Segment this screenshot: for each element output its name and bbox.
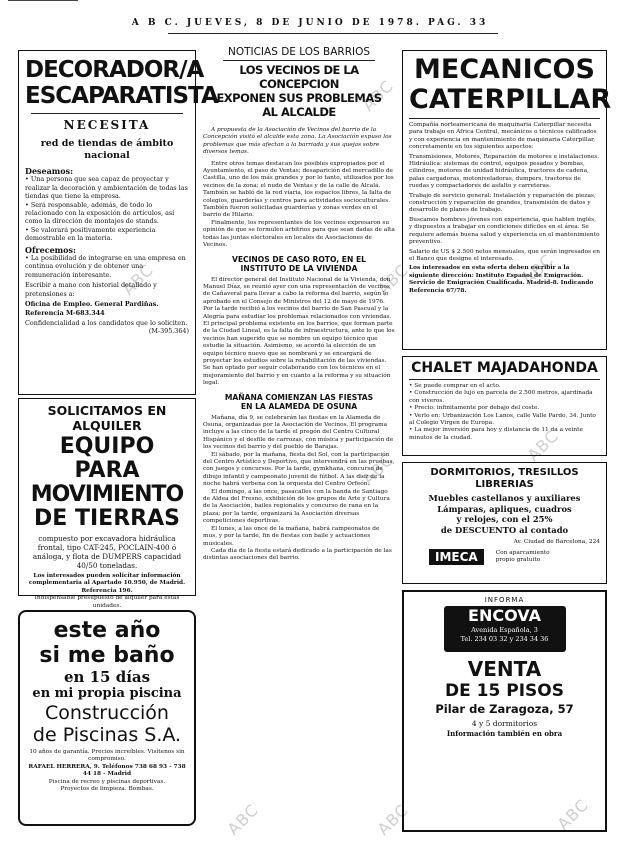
ad-subtitle: en mi propia piscina bbox=[32, 686, 182, 701]
ad-body: Compañía norteamericana de maquinaria Caterpillar necesita para trabajo en África Central, mecánicos o técnicos calificados y con experiencia en mantenimiento de maquinaria Caterpillar, concretamente en los siguientes aspectos: bbox=[409, 122, 597, 151]
paragraph: El sábado, por la mañana, fiesta del Sol, con la participación del Centro Artístico y Deportivo, que intervendrá en las pruebas, con juegos y concursos. Por la tarde, gymkhana, concurso de dibujo infantil y campeonato juvenil de fútbol. A las diez de la noche habrá verbena con la orquesta del Centro Orfeón. bbox=[203, 451, 395, 488]
ad-item: • Verlo en: Urbanización Los Lanos, calle Valle Pardo, 34. Junto al Colegio Virgen de Europa. bbox=[409, 413, 600, 428]
page-header: A B C. JUEVES, 8 DE JUNIO DE 1978. PAG. 33 bbox=[131, 18, 489, 28]
ad-line: y relojes, con el 25% bbox=[456, 514, 553, 524]
ad-body: Salario de US $ 2.500 netos mensuales, que serán ingresados en el Banco que designe el interesado. bbox=[409, 248, 600, 262]
paragraph: El lunes, a las once de la mañana, habrá campeonatos de mus, y por la tarde, fin de fiestas con baile y actuaciones musicales. bbox=[203, 525, 380, 547]
paragraph: Finalmente, los representantes de los vecinos expresaron su opinión de que se formulen arbitrios para que sean dadas de alta todas las juntas electorales en locales de Asociaciones de Vecinos. bbox=[203, 219, 395, 249]
section-kicker: NOTICIAS DE LOS BARRIOS bbox=[227, 46, 371, 58]
headline: AL ALCALDE bbox=[262, 105, 336, 119]
headline: LOS VECINOS DE LA CONCEPCION bbox=[239, 63, 359, 91]
subheadline: INSTITUTO DE LA VIVIENDA bbox=[240, 264, 358, 273]
ad-body: Indispensable presupuesto de alquiler para estas unidades. bbox=[34, 595, 180, 609]
watermark: ABC bbox=[223, 800, 263, 839]
ad-title: DE TIERRAS bbox=[34, 506, 180, 531]
venta-detail: 4 y 5 dormitorios bbox=[471, 719, 538, 728]
ad-line: Lámparas, apliques, cuadros bbox=[437, 503, 572, 514]
ad-fine: Piscina de recreo y piscinas deportivas. bbox=[48, 778, 166, 785]
header-rule bbox=[168, 33, 498, 34]
paragraph: Entre otros temas destacan los posibles expropiados por el Ayuntamiento, el paso de Ventas; desaparición del mercadillo de Castilla, uno de los más grandes y por lo tanto, utilizados por los vecinos de la zona; el nudo de Ventas y de la calle de Alcalá. También se habló de la red viaria, los espacios libres, la falta de colegios, guarderías y centros para actividades socioculturales. También fueron solicitadas guarderías y zonas verdes en el barrio de Hilario. bbox=[203, 160, 394, 219]
ad-item: • Se puede comprar en el acto. bbox=[409, 383, 600, 390]
ad-fine: 10 años de garantía. Precios increíbles. Visítenos sin compromiso. bbox=[29, 749, 185, 763]
ad-title: ESCAPARATISTA bbox=[25, 83, 218, 109]
ad-fine: RAFAEL HERRERA, 9. Teléfonos 738 68 93 - 738 44 18 - Madrid bbox=[28, 763, 186, 778]
ad-title: DECORADOR/A bbox=[25, 57, 204, 83]
watermark: ABC bbox=[358, 450, 398, 489]
paragraph: Cada día de la fiesta estará dedicado a la participación de las distintas asociaciones del barrio. bbox=[203, 547, 392, 562]
watermark: ABC bbox=[553, 795, 593, 834]
ad-body: Los interesados en esta oferta deben escribir a la siguiente dirección: Instituto Español de Emigración. Servicio de Emigración Cualificada. Madrid-8. Indicando Referencia 67/78. bbox=[409, 265, 594, 294]
lead-paragraph: A propuesta de la Asociación de Vecinos del barrio de la Concepción visitó el alcalde esta zona. La Asociación expuso los problemas que más afectan a la barriada y sus quejas sobre diversos temas. bbox=[203, 127, 392, 156]
ad-brand: de Piscinas S.A. bbox=[32, 724, 182, 746]
corner-mark bbox=[8, 0, 78, 4]
ad-address: Av. Ciudad de Barcelona, 224 bbox=[513, 539, 600, 545]
ad-brand: Construcción bbox=[45, 702, 169, 724]
ad-body: Los interesados pueden solicitar información complementaria al Apartado 10.950, de Madrid. Referencia 196. bbox=[28, 573, 186, 594]
watermark: ABC bbox=[373, 260, 413, 299]
ad-title: DORMITORIOS, TRESILLOS bbox=[430, 467, 579, 478]
ad-fine: Proyectos de limpieza. Bombas. bbox=[60, 786, 154, 793]
chalet-ad bbox=[402, 356, 607, 456]
encova-address: Avenida Española, 3 bbox=[471, 626, 538, 634]
dormitorios-ad bbox=[402, 462, 607, 584]
venta-title: VENTA bbox=[467, 657, 542, 681]
ad-item: • Construcción de lujo en parcela de 2.500 metros, ajardinada con viveros. bbox=[409, 390, 600, 405]
watermark: ABC bbox=[523, 426, 563, 465]
ad-title: MOVIMIENTO bbox=[30, 482, 184, 507]
deseamos-heading: Deseamos: bbox=[25, 166, 74, 176]
decorador-ad bbox=[18, 50, 218, 395]
mecanicos-ad bbox=[402, 50, 612, 350]
ad-title: este año bbox=[53, 618, 161, 643]
piscina-ad bbox=[18, 610, 196, 826]
offer: Confidencialidad a los candidatos que lo soliciten. bbox=[25, 318, 188, 327]
imeca-logo: IMECA bbox=[429, 549, 484, 565]
encova-logo: ENCOVA bbox=[468, 606, 541, 625]
ad-title: CHALET MAJADAHONDA bbox=[411, 360, 598, 376]
ad-title: EQUIPO PARA bbox=[59, 434, 155, 483]
subheadline: EN LA ALAMEDA DE OSUNA bbox=[240, 402, 358, 412]
ofrecemos-heading: Ofrecemos: bbox=[25, 244, 76, 255]
watermark: ABC bbox=[358, 76, 398, 115]
ad-title: MECANICOS bbox=[414, 54, 595, 85]
paragraph: El director general del Instituto Nacional de la Vivienda, don Manuel Díaz, se reunió ayer con una representación de vecinos de Cañaveral para llevar a cabo la reforma del barrio, según lo aprobado en el Consejo de Ministros del 12 de mayo de 1976. Por la tarde recibió a los vecinos del barrio de San Pascual y la Alegría para estudiar los problemas relacionados con viviendas. El principal problema existente en los barrios, que forman parte de la Ciudad Lineal, es la falta de infraestructura, ante lo que los vecinos han sugerido que se nombre un equipo técnico que estudie la situación. Asimismo, se acordó la elección de un equipo técnico nuevo que se nombrará y se encargará de proyectar los estudios sobre la rehabilitación de las viviendas. Se han optado por seguir colaborando con los técnicos en el mejoramiento del barrio y en cuanto a la reforma y su situación legal. bbox=[203, 276, 395, 387]
ad-body: compuesto por excavadora hidráulica frontal, tipo CAT-245, POCLAIN-400 ó análoga, y flota de DUMPERS capacidad 40/50 toneladas. bbox=[32, 534, 182, 570]
offer-address: Oficina de Empleo. General Pardiñas. Referencia M-683.344 bbox=[25, 300, 159, 317]
watermark: ABC bbox=[118, 260, 158, 299]
ad-body: Trabajo de servicio general: Instalación y reparación de piezas, construcción y reparación de grandes, transmisión de datos y desarrollo de planes de trabajo. bbox=[409, 192, 596, 214]
requirement: • Una persona que sea capaz de proyectar y realizar la decoración y ambientación de todas las tiendas que tiene la empresa. bbox=[25, 175, 189, 200]
offer: • La posibilidad de integrarse en una empresa en continua evolución y de obtener una remuneración interesante. bbox=[25, 254, 189, 279]
ad-title: CATERPILLAR bbox=[409, 84, 612, 115]
encova-ad bbox=[402, 590, 607, 832]
ad-body: Buscamos hombres jóvenes con experiencia, que hablen inglés, y dispuestos a trabajar en condiciones difíciles en el área. Se requiere además buena salud y experiencia en el mantenimiento preventivo. bbox=[409, 216, 600, 246]
ad-note: Con aparcamiento propio gratuito bbox=[495, 550, 550, 564]
ad-title: LIBRERIAS bbox=[475, 479, 534, 490]
ad-subtitle: en 15 días bbox=[63, 668, 151, 686]
headline: EXPONEN SUS PROBLEMAS bbox=[216, 91, 382, 105]
ad-item: • Precio: infinitamente por debajo del coste. bbox=[409, 405, 600, 412]
necesita-label: NECESITA bbox=[63, 118, 151, 132]
watermark: ABC bbox=[518, 250, 558, 289]
requirement: • Se valorará positivamente experiencia demostrable en la materia. bbox=[25, 226, 189, 243]
subheadline: VECINOS DE CASO ROTO, EN EL bbox=[231, 254, 367, 264]
paragraph: El domingo, a las once, pasacalles con la banda de Santiago de Aldea del Fresno, exhibición de los grupos de Arte y Cultura de la Asociación, bailes regionales y concurso de rana en la plaza; por la tarde, organizará la Asociación diversas competiciones deportivas. bbox=[203, 488, 390, 525]
watermark: ABC bbox=[373, 800, 413, 839]
paragraph: Mañana, día 9, se celebrarán las fiestas en la Alameda de Osuna, organizadas por la Asociación de Vecinos. El programa incluye a las cinco de la tarde el pregón del Centro Cultural Hispánico y el desfile de carrozas, con música y participación de los vecinos del barrio y del pueblo de Barajas. bbox=[203, 414, 394, 451]
ad-kicker: SOLICITAMOS EN ALQUILER bbox=[47, 403, 167, 433]
ad-item: • La mejor inversión para hoy y distancia de 11 da a veinte minutos de la ciudad. bbox=[409, 427, 600, 442]
subtitle: red de tiendas de ámbito nacional bbox=[40, 138, 174, 161]
venta-address: Pilar de Zaragoza, 57 bbox=[435, 702, 574, 716]
encova-phone: Tel. 234 03 32 y 234 34 36 bbox=[460, 635, 549, 643]
venta-detail: Información también en obra bbox=[446, 729, 563, 738]
equipo-ad bbox=[18, 398, 196, 609]
news-article bbox=[203, 46, 395, 836]
requirement: • Será responsable, además, de todo lo relacionado con la exposición de artículos, así como la dirección de montajes de stands. bbox=[25, 201, 189, 226]
reference: (M-395.364) bbox=[148, 327, 189, 336]
offer: Escribir a mano con historial detallado y pretensiones a: bbox=[25, 281, 157, 298]
ad-line: de DESCUENTO al contado bbox=[440, 524, 569, 535]
ad-line: Muebles castellanos y auxiliares bbox=[428, 493, 581, 503]
encova-logo-block bbox=[444, 606, 566, 652]
informa-label: INFORMA bbox=[484, 596, 525, 604]
ad-body: Transmisiones, Motores, Reparación de motores e instalaciones. Hidráulica: sistemas de control, equipos pesados y bombas, cilindros, motores de unidad hidráulica, tractores de cadena, palas cargadoras, motoniveladoras, dumpers, tractores de ruedas y compactadores de asfalto y carreteras. bbox=[409, 153, 600, 190]
subheadline: MAÑANA COMIENZAN LAS FIESTAS bbox=[224, 392, 374, 402]
ad-title: si me baño bbox=[39, 643, 175, 668]
venta-title: DE 15 PISOS bbox=[445, 681, 564, 701]
